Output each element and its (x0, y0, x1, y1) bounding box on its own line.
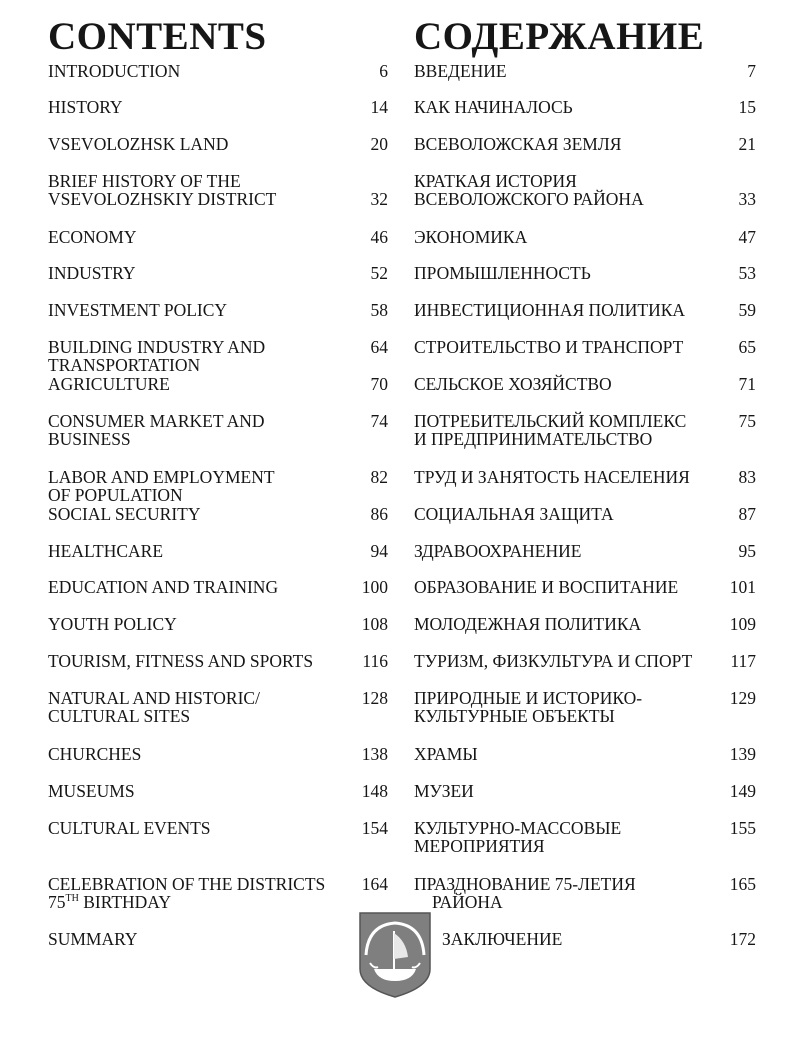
toc-title: ВСЕВОЛОЖСКАЯ ЗЕМЛЯ (414, 134, 622, 154)
toc-title: СЕЛЬСКОЕ ХОЗЯЙСТВО (414, 374, 612, 394)
toc-title: ПРОМЫШЛЕННОСТЬ (414, 263, 591, 283)
toc-entry-ru[interactable] (414, 412, 756, 448)
toc-page: 87 (738, 504, 756, 524)
toc-title: ТРУД И ЗАНЯТОСТЬ НАСЕЛЕНИЯ (414, 467, 690, 487)
toc-title: SOCIAL SECURITY (48, 504, 201, 524)
toc-page: 86 (370, 504, 388, 524)
toc-title: ТУРИЗМ, ФИЗКУЛЬТУРА И СПОРТ (414, 651, 693, 671)
toc-title: ХРАМЫ (414, 744, 478, 764)
toc-entry-en[interactable] (48, 135, 388, 153)
toc-title: ЗДРАВООХРАНЕНИЕ (414, 541, 582, 561)
toc-title: ПОТРЕБИТЕЛЬСКИЙ КОМПЛЕКС (414, 411, 687, 431)
toc-page: 74 (370, 411, 388, 431)
toc-page: 154 (361, 818, 388, 838)
toc-title: CHURCHES (48, 744, 142, 764)
toc-page: 155 (729, 818, 756, 838)
toc-entry-ru[interactable] (414, 652, 756, 670)
toc-entry-ru[interactable] (414, 819, 756, 855)
toc-entry-en[interactable] (48, 301, 388, 319)
toc-page: 165 (729, 874, 756, 894)
toc-title: INDUSTRY (48, 263, 136, 283)
toc-title: CELEBRATION OF THE DISTRICTS (48, 874, 326, 894)
toc-title: CULTURAL SITES (48, 706, 191, 726)
toc-page: 82 (370, 467, 388, 487)
toc-entry-en[interactable] (48, 338, 388, 374)
toc-entry-en[interactable] (48, 615, 388, 633)
toc-title: СТРОИТЕЛЬСТВО И ТРАНСПОРТ (414, 337, 684, 357)
toc-entry-en[interactable] (48, 819, 388, 837)
toc-page: 75 (738, 411, 756, 431)
contents-heading-en: CONTENTS (48, 15, 267, 58)
toc-title: CULTURAL EVENTS (48, 818, 211, 838)
toc-page: 14 (370, 97, 388, 117)
toc-page: 47 (738, 227, 756, 247)
toc-entry-en[interactable] (48, 782, 388, 800)
toc-entry-ru[interactable] (414, 98, 756, 116)
toc-title: КУЛЬТУРНО-МАССОВЫЕ (414, 818, 622, 838)
toc-entry-en[interactable] (48, 578, 388, 596)
toc-title: VSEVOLOZHSKIY DISTRICT (48, 189, 277, 209)
toc-entry-ru[interactable] (414, 782, 756, 800)
toc-entry-en[interactable] (48, 172, 388, 208)
toc-page: 20 (370, 134, 388, 154)
ordinal-suffix: TH (65, 893, 79, 905)
toc-page: 164 (361, 874, 388, 894)
toc-title: CONSUMER MARKET AND (48, 411, 265, 431)
toc-page: 138 (361, 744, 388, 764)
toc-title: VSEVOLOZHSK LAND (48, 134, 229, 154)
toc-title: YOUTH POLICY (48, 614, 177, 634)
toc-entry-ru[interactable] (414, 505, 756, 523)
toc-entry-ru[interactable] (414, 578, 756, 596)
toc-title-line2 (48, 893, 388, 911)
toc-entry-en[interactable] (48, 652, 388, 670)
toc-entry-en[interactable] (48, 930, 388, 948)
toc-page: 95 (738, 541, 756, 561)
toc-title: SUMMARY (48, 929, 138, 949)
toc-title: РАЙОНА (432, 892, 503, 912)
toc-entry-ru[interactable] (414, 338, 756, 356)
toc-entry-en[interactable] (48, 689, 388, 725)
toc-title: NATURAL AND HISTORIC/ (48, 688, 260, 708)
toc-title: ОБРАЗОВАНИЕ И ВОСПИТАНИЕ (414, 577, 679, 597)
coat-of-arms-emblem (358, 911, 432, 999)
toc-entry-en[interactable] (48, 228, 388, 246)
toc-title: ЭКОНОМИКА (414, 227, 528, 247)
toc-title: ИНВЕСТИЦИОННАЯ ПОЛИТИКА (414, 300, 686, 320)
toc-entry-en[interactable] (48, 505, 388, 523)
toc-page: 149 (729, 781, 756, 801)
toc-entry-en[interactable] (48, 375, 388, 393)
toc-page: 100 (361, 577, 388, 597)
toc-page: 109 (729, 614, 756, 634)
toc-title: BUSINESS (48, 429, 131, 449)
toc-page: 139 (729, 744, 756, 764)
toc-title: INVESTMENT POLICY (48, 300, 228, 320)
toc-entry-ru[interactable] (414, 689, 756, 725)
toc-entry-ru[interactable] (414, 228, 756, 246)
toc-page: 129 (729, 688, 756, 708)
toc-page: 64 (370, 337, 388, 357)
toc-title-tail: BIRTHDAY (78, 892, 171, 912)
toc-entry-en[interactable] (48, 264, 388, 282)
toc-entry-en[interactable] (48, 412, 388, 448)
toc-title: HEALTHCARE (48, 541, 164, 561)
toc-title: СОЦИАЛЬНАЯ ЗАЩИТА (414, 504, 614, 524)
toc-entry-en[interactable] (48, 542, 388, 560)
toc-page: 148 (361, 781, 388, 801)
toc-page: 6 (379, 61, 388, 81)
toc-title: КУЛЬТУРНЫЕ ОБЪЕКТЫ (414, 706, 615, 726)
toc-page: 53 (738, 263, 756, 283)
toc-page: 32 (370, 189, 388, 209)
toc-title: AGRICULTURE (48, 374, 170, 394)
toc-title: MUSEUMS (48, 781, 135, 801)
toc-page: 7 (747, 61, 756, 81)
toc-page: 52 (370, 263, 388, 283)
toc-entry-ru[interactable] (414, 264, 756, 282)
toc-title: МУЗЕИ (414, 781, 474, 801)
ordinal-number: 75 (48, 892, 66, 912)
toc-entry-en[interactable] (48, 468, 388, 504)
toc-entry-ru[interactable] (414, 172, 756, 208)
toc-page: 70 (370, 374, 388, 394)
toc-title: МЕРОПРИЯТИЯ (414, 836, 545, 856)
toc-entry-ru[interactable] (414, 615, 756, 633)
toc-entry-en[interactable] (48, 875, 388, 911)
toc-title: LABOR AND EMPLOYMENT (48, 467, 275, 487)
toc-title: BUILDING INDUSTRY AND (48, 337, 266, 357)
toc-page: 59 (738, 300, 756, 320)
toc-entry-ru[interactable] (414, 62, 756, 80)
toc-page: 108 (361, 614, 388, 634)
toc-page: 58 (370, 300, 388, 320)
toc-entry-ru[interactable] (414, 135, 756, 153)
toc-page: 65 (738, 337, 756, 357)
toc-page: 101 (729, 577, 756, 597)
toc-title: EDUCATION AND TRAINING (48, 577, 279, 597)
toc-page: 46 (370, 227, 388, 247)
toc-entry-ru[interactable] (414, 542, 756, 560)
toc-page: 15 (738, 97, 756, 117)
toc-title: ВСЕВОЛОЖСКОГО РАЙОНА (414, 189, 644, 209)
toc-page: 71 (738, 374, 756, 394)
toc-page: 172 (729, 929, 756, 949)
toc-entry-en[interactable] (48, 745, 388, 763)
toc-page: 128 (361, 688, 388, 708)
toc-title: INTRODUCTION (48, 61, 181, 81)
toc-entry-ru[interactable] (414, 875, 756, 911)
toc-page: 33 (738, 189, 756, 209)
toc-entry-ru[interactable] (414, 745, 756, 763)
contents-heading-ru: СОДЕРЖАНИЕ (414, 15, 705, 58)
toc-title: МОЛОДЕЖНАЯ ПОЛИТИКА (414, 614, 642, 634)
toc-title: OF POPULATION (48, 485, 183, 505)
toc-title: TOURISM, FITNESS AND SPORTS (48, 651, 314, 671)
toc-page: 83 (738, 467, 756, 487)
toc-entry-ru[interactable] (414, 301, 756, 319)
toc-page: 94 (370, 541, 388, 561)
toc-title: ЗАКЛЮЧЕНИЕ (442, 929, 563, 949)
toc-title: КРАТКАЯ ИСТОРИЯ (414, 171, 577, 191)
toc-entry-ru[interactable] (414, 375, 756, 393)
toc-title: ECONOMY (48, 227, 137, 247)
toc-title: ВВЕДЕНИЕ (414, 61, 507, 81)
toc-title: BRIEF HISTORY OF THE (48, 171, 241, 191)
toc-title: ПРАЗДНОВАНИЕ 75-ЛЕТИЯ (414, 874, 636, 894)
toc-entry-en[interactable] (48, 62, 388, 80)
toc-entry-en[interactable] (48, 98, 388, 116)
toc-title: КАК НАЧИНАЛОСЬ (414, 97, 573, 117)
toc-title: HISTORY (48, 97, 123, 117)
toc-page: 21 (738, 134, 756, 154)
toc-entry-ru[interactable] (414, 930, 756, 948)
toc-title: И ПРЕДПРИНИМАТЕЛЬСТВО (414, 429, 653, 449)
toc-title: ПРИРОДНЫЕ И ИСТОРИКО- (414, 688, 643, 708)
toc-entry-ru[interactable] (414, 468, 756, 486)
toc-page: 116 (362, 651, 388, 671)
toc-page: 117 (730, 651, 756, 671)
toc-title: TRANSPORTATION (48, 355, 201, 375)
